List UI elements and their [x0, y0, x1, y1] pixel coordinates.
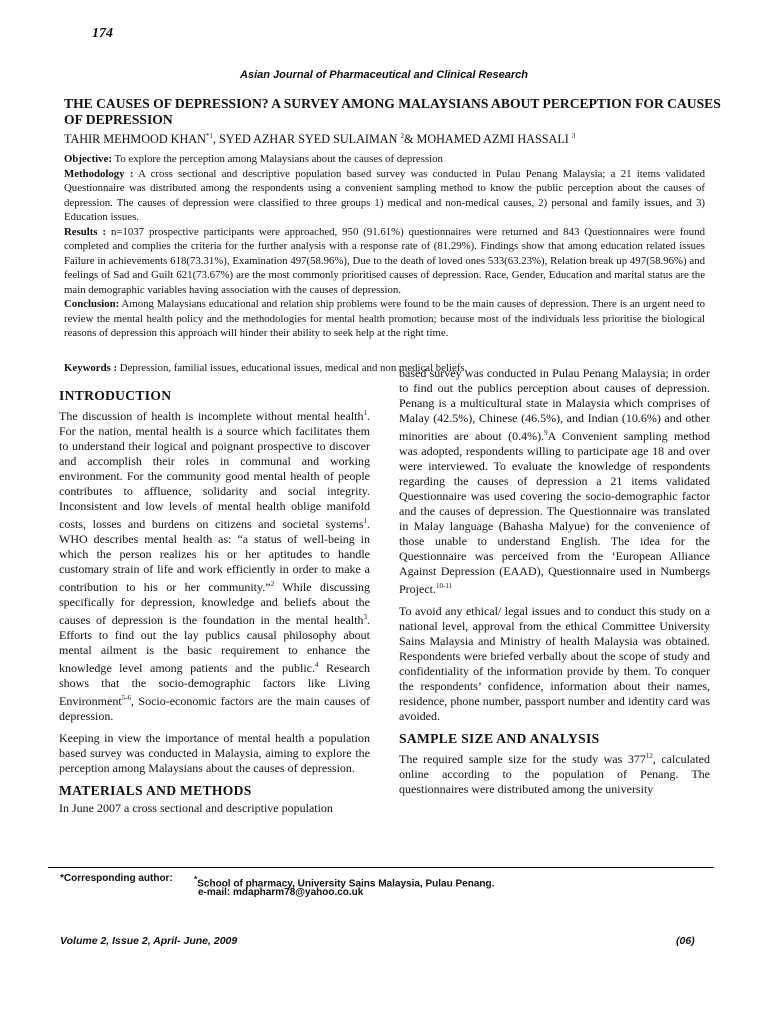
- abstract-text: Among Malaysians educational and relation ship problems were found to be the main causes of depression. There is an urgent need to review the mental health policy and the methodologies for mental health promotion; because most of the individuals less prioritise the biological reasons of depression this approach will hinder their ability to seek help at the right time.: [64, 298, 705, 339]
- footer-page-number: (06): [676, 935, 695, 947]
- abstract-label: Methodology :: [64, 167, 134, 180]
- page-number: 174: [92, 26, 113, 41]
- abstract-text: A cross sectional and descriptive population based survey was conducted in Pulau Penang Malaysia; a 21 items validated Questionnaire was distributed among the respondents using a convenient sampling method to know the public perception about the causes of depression. The causes of depression were classified to three groups 1) medical and non-medical causes, 2) personal and family issues, and 3) Education issues.: [64, 167, 706, 223]
- body-text: , calculated online according to the population of Penang. The questionnaires were distributed among the university: [399, 752, 710, 796]
- intro-paragraph-2: Keeping in view the importance of mental health a population based survey was conducted in Malaysia, aiming to explore the perception among Malaysians about the causes of depression.: [59, 731, 370, 775]
- body-text: , Socio-economic factors are the main causes of depression.: [59, 694, 370, 723]
- citation-mark: 4: [315, 661, 319, 669]
- article-title: THE CAUSES OF DEPRESSION? A SURVEY AMONG MALAYSIANS ABOUT PERCEPTION FOR CAUSES OF DEPRESSION: [64, 96, 721, 127]
- footnote-mark: *: [194, 874, 198, 884]
- author-name: TAHIR MEHMOOD KHAN: [64, 132, 206, 147]
- methods-paragraph-1: [399, 366, 710, 597]
- citation-mark: 3: [363, 613, 367, 621]
- body-text: . Efforts to find out the lay publics causal philosophy about mental ailment is the basic requirement to enhance the knowledge level among patients and the public.: [59, 613, 370, 675]
- intro-paragraph-1: [59, 406, 370, 724]
- body-text: While discussing specifically for depression, knowledge and beliefs about the causes of depression is the foundation in the mental health: [59, 580, 371, 627]
- body-text: A Convenient sampling method was adopted, respondents willing to participate age 18 and over were interviewed. To evaluate the knowledge of respondents regarding the causes of depression a 21 items validated Questionnaire was used covering the socio-demographic factor and the causes of depression. The Questionnaire was translated in Malay language (Bahasha Malyue) for the convenience of those unable to understand English. The idea for the Questionnaire was perceived from the ‘European Alliance Against Depression (EAAD), Questionnaire used in Numbergs Project.: [399, 429, 710, 596]
- abstract-label: Objective:: [64, 153, 112, 165]
- citation-mark: 1: [363, 409, 367, 417]
- abstract-text: To explore the perception among Malaysians about the causes of depression: [111, 153, 443, 165]
- author-list: [64, 129, 724, 147]
- body-text: . WHO describes mental health as: “a status of well-being in which the person realizes his or her aptitudes to handle customary strain of life and work efficiently in order to make a contribution to his or her community.”: [59, 517, 370, 594]
- sample-paragraph-1: [399, 749, 710, 797]
- corresponding-author-footnote: [60, 872, 495, 898]
- abstract-label: Conclusion:: [64, 298, 120, 310]
- corresponding-author-label: *Corresponding author:: [60, 873, 173, 884]
- body-text: The discussion of health is incomplete without mental health: [59, 409, 364, 423]
- body-text: based survey was conducted in Pulau Penang Malaysia; in order to find out the publics perception about causes of depression. Penang is a multicultural state in Malaysia which comprises of Malay (42.5%), Chinese (46.5%), and Indian (10.6%) and other minorities are about (0.4%).: [399, 366, 710, 443]
- citation-mark: 12: [645, 752, 653, 760]
- body-text: Research shows that the socio-demographic factors like Living Environment: [59, 661, 371, 708]
- keywords-label: Keywords :: [64, 362, 118, 374]
- section-heading-sample-size: SAMPLE SIZE AND ANALYSIS: [399, 731, 600, 746]
- right-column: [399, 366, 710, 804]
- citation-mark: 5-6: [121, 694, 131, 702]
- author-name: SYED AZHAR SYED SULAIMAN: [218, 132, 401, 147]
- section-heading-introduction: INTRODUCTION: [59, 388, 172, 403]
- citation-mark: 2: [270, 580, 275, 588]
- abstract-label: Results :: [64, 225, 107, 238]
- citation-mark: 9: [544, 429, 548, 437]
- journal-name: Asian Journal of Pharmaceutical and Clinical Research: [240, 69, 528, 81]
- author-separator: &: [403, 132, 417, 147]
- left-column: [59, 388, 370, 823]
- methods-paragraph-2: To avoid any ethical/ legal issues and to conduct this study on a national level, approval from the ethical Committee University Sains Malaysia and Ministry of health Malaysia was obtained. Respondents were briefed verbally about the scope of study and confidentiality of the information provide by them. To conquer the respondents’ confidence, information about their names, residence, phone number, passport number and identity card was avoided.: [399, 604, 710, 723]
- author-affiliation-mark: *1: [205, 132, 213, 140]
- abstract-methodology: [64, 167, 705, 225]
- body-text: The required sample size for the study was 377: [399, 752, 646, 766]
- author-separator: ,: [212, 132, 219, 147]
- author-affiliation-mark: 2: [400, 132, 404, 140]
- methods-paragraph-start: In June 2007 a cross sectional and descriptive population: [59, 801, 333, 815]
- author-affiliation-mark: 3: [571, 132, 576, 140]
- address-text: School of pharmacy, University Sains Malaysia, Pulau Penang.: [197, 878, 495, 890]
- keywords-text: Depression, familial issues, educational issues, medical and non medical beliefs.: [117, 362, 468, 374]
- abstract-objective: [64, 152, 705, 167]
- abstract-text: n=1037 prospective participants were approached, 950 (91.61%) questionnaires were returned and 843 Questionnaires were found completed and complies the criteria for the further analysis with a response rate of (81.29%). Findings show that among education related issues Failure in achievements 618(73.31%), Examination 497(58.96%), Due to the death of loved ones 533(63.23%), Relation break up 497(58.96%) and feelings of Sad and Guilt 621(73.67%) are the most commonly prioritised causes of depression. Race, Gender, Education and marital status are the main demographic variables having association with the causes of depression.: [64, 225, 705, 296]
- author-name: MOHAMED AZMI HASSALI: [416, 132, 572, 147]
- abstract-results: [64, 225, 705, 298]
- footnote-divider: [48, 867, 714, 868]
- section-heading-methods: MATERIALS AND METHODS: [59, 783, 252, 798]
- volume-info: Volume 2, Issue 2, April- June, 2009: [60, 935, 238, 947]
- body-text: . For the nation, mental health is a source which facilitates them to understand their logical and poignant prospective to discover and accomplish their roles in communal and working environment. For the community good mental health of people contributes to affluence, solidarity and social integrity. Inconsistent and low levels of mental health oblige manifold costs, losses and burdens on citizens and societal systems: [59, 409, 370, 531]
- abstract: [64, 152, 705, 341]
- corresponding-author-email: e-mail: mdapharm78@yahoo.co.uk: [198, 887, 364, 898]
- citation-mark: 10-11: [436, 582, 453, 590]
- citation-mark: 1: [363, 517, 367, 525]
- abstract-conclusion: [64, 297, 705, 341]
